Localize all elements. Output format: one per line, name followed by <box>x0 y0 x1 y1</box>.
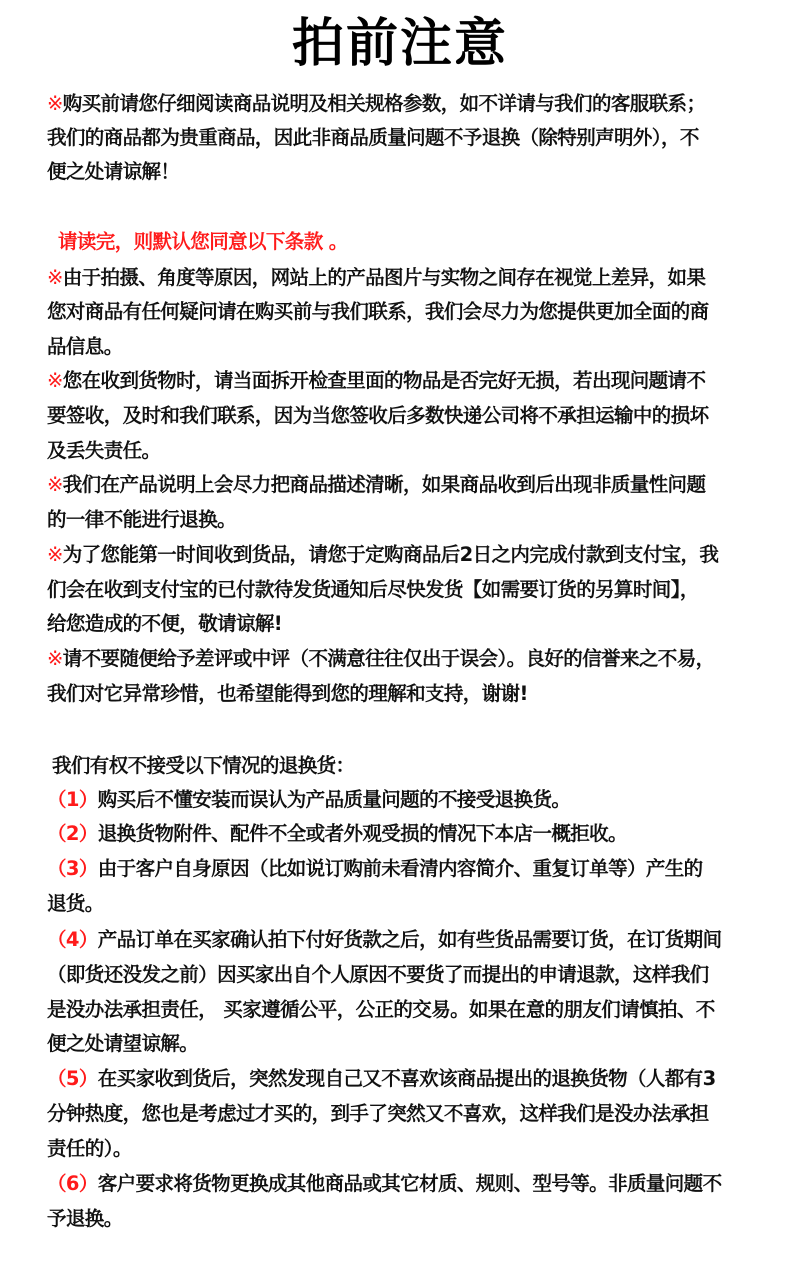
term-1-line-2: 您对商品有任何疑问请在购买前与我们联系，我们会尽力为您提供更加全面的商 <box>47 300 709 323</box>
reference-mark: ※ <box>47 543 63 566</box>
term-5-line-1: ※请不要随便给予差评或中评（不满意往往仅出于误会）。良好的信誉来之不易， <box>47 647 715 670</box>
item-number: （3） <box>47 857 98 880</box>
returns-item-5-line-3: 责任的）。 <box>47 1137 132 1160</box>
term-2-line-3: 及丢失责任。 <box>47 439 161 462</box>
term-1-line-1: ※由于拍摄、角度等原因，网站上的产品图片与实物之间存在视觉上差异，如果 <box>47 266 706 289</box>
reference-mark: ※ <box>47 473 63 496</box>
intro-line-1: ※购买前请您仔细阅读商品说明及相关规格参数，如不详请与我们的客服联系； <box>47 92 706 115</box>
item-number: （1） <box>47 788 98 811</box>
term-1-line-3: 品信息。 <box>47 335 123 358</box>
term-3-line-1: ※我们在产品说明上会尽力把商品描述清晰，如果商品收到后出现非质量性问题 <box>47 473 706 496</box>
reference-mark: ※ <box>47 369 63 392</box>
returns-item-5-line-2: 分钟热度，您也是考虑过才买的，到手了突然又不喜欢，这样我们是没办法承担 <box>47 1102 709 1125</box>
item-number: （2） <box>47 822 98 845</box>
returns-item-1: （1）购买后不懂安装而误认为产品质量问题的不接受退换货。 <box>47 788 571 811</box>
returns-item-2: （2）退换货物附件、配件不全或者外观受损的情况下本店一概拒收。 <box>47 822 627 845</box>
returns-item-3-line-2: 退货。 <box>47 892 104 915</box>
term-2-line-2: 要签收，及时和我们联系，因为当您签收后多数快递公司将不承担运输中的损坏 <box>47 404 709 427</box>
reference-mark: ※ <box>47 92 63 115</box>
item-number: （5） <box>47 1067 98 1090</box>
returns-item-4-line-2: （即货还没发之前）因买家出自个人原因不要货了而提出的申请退款，这样我们 <box>47 963 709 986</box>
reference-mark: ※ <box>47 647 63 670</box>
term-4-line-3: 给您造成的不便，敬请谅解! <box>47 612 283 635</box>
returns-item-4: （4）产品订单在买家确认拍下付好货款之后，如有些货品需要订货，在订货期间 <box>47 928 722 951</box>
returns-item-5: （5）在买家收到货后，突然发现自己又不喜欢该商品提出的退换货物（人都有3 <box>47 1067 716 1090</box>
term-5-line-2: 我们对它异常珍惜，也希望能得到您的理解和支持，谢谢! <box>47 682 528 705</box>
reference-mark: ※ <box>47 266 63 289</box>
returns-item-6-line-2: 予退换。 <box>47 1207 123 1230</box>
intro-line-2: 我们的商品都为贵重商品，因此非商品质量问题不予退换（除特别声明外），不 <box>47 126 699 149</box>
term-3-line-2: 的一律不能进行退换。 <box>47 508 237 531</box>
returns-item-6: （6）客户要求将货物更换成其他商品或其它材质、规则、型号等。非质量问题不 <box>47 1172 722 1195</box>
term-4-line-2: 们会在收到支付宝的已付款待发货通知后尽快发货【如需要订货的另算时间】， <box>47 578 699 601</box>
returns-item-4-line-4: 便之处请望谅解。 <box>47 1032 199 1055</box>
returns-heading: 我们有权不接受以下情况的退换货： <box>52 754 355 777</box>
returns-item-4-line-3: 是没办法承担责任， 买家遵循公平，公正的交易。如果在意的朋友们请慎拍、不 <box>47 998 715 1021</box>
term-2-line-1: ※您在收到货物时，请当面拆开检查里面的物品是否完好无损，若出现问题请不 <box>47 369 706 392</box>
page-title: 拍前注意 <box>291 14 508 74</box>
agreement-notice: 请读完，则默认您同意以下条款 。 <box>58 230 348 253</box>
item-number: （6） <box>47 1172 98 1195</box>
item-number: （4） <box>47 928 98 951</box>
term-4-line-1: ※为了您能第一时间收到货品，请您于定购商品后2日之内完成付款到支付宝，我 <box>47 543 719 566</box>
returns-item-3: （3）由于客户自身原因（比如说订购前未看清内容简介、重复订单等）产生的 <box>47 857 703 880</box>
intro-line-3: 便之处请谅解！ <box>47 160 180 183</box>
